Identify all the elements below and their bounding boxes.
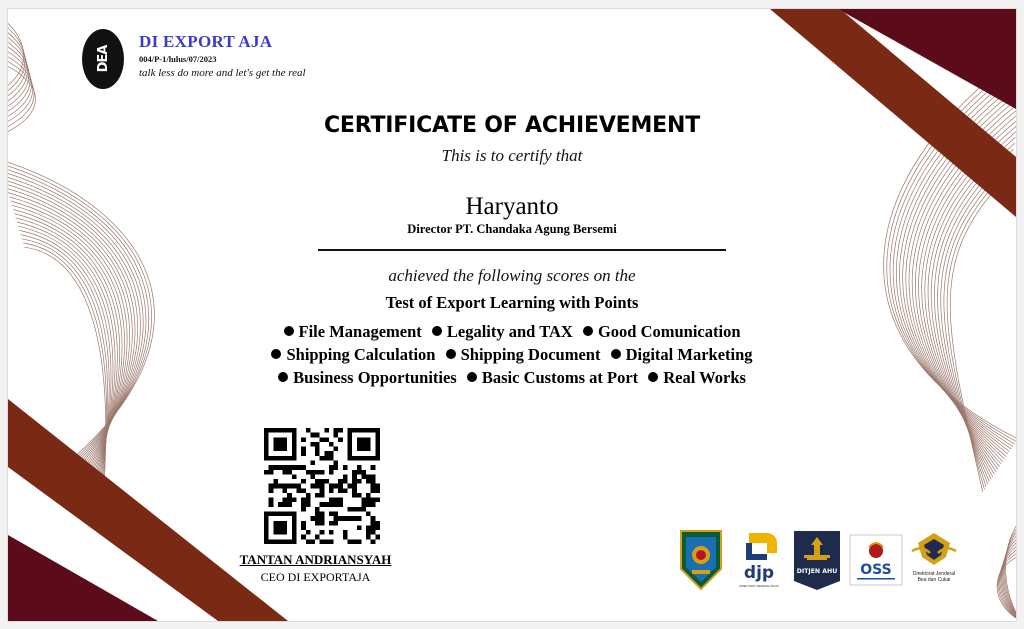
score-item <box>432 322 573 342</box>
score-row <box>8 345 1016 365</box>
bullet-icon <box>284 326 294 336</box>
bea-cukai-caption-2: Bea dan Cukai <box>917 577 951 583</box>
djp-caption: DIREKTORAT JENDERAL PAJAK <box>739 585 779 588</box>
certify-line: This is to certify that <box>441 146 583 165</box>
score-row <box>8 322 1016 342</box>
score-item <box>284 322 422 342</box>
certificate-page <box>8 9 1016 621</box>
score-label: Digital Marketing <box>625 345 753 364</box>
score-label: Real Works <box>663 368 746 387</box>
signer-name: TANTAN ANDRIANSYAH <box>239 552 392 567</box>
score-item <box>583 322 741 342</box>
ditjen-ahu-logo-icon <box>792 529 842 591</box>
score-item <box>648 368 746 388</box>
score-item <box>446 345 601 365</box>
score-label: File Management <box>298 322 422 341</box>
djp-logo-icon <box>735 529 783 591</box>
bullet-icon <box>278 372 288 382</box>
score-label: Business Opportunities <box>293 368 457 387</box>
bullet-icon <box>467 372 477 382</box>
bullet-icon <box>648 372 658 382</box>
bea-cukai-logo-icon <box>908 529 960 591</box>
document-number: 004/P-1/lulus/07/2023 <box>139 54 217 64</box>
score-item <box>467 368 638 388</box>
test-name: Test of Export Learning with Points <box>385 293 639 312</box>
name-underline-divider <box>318 249 726 251</box>
recipient-role: Director PT. Chandaka Agung Bersemi <box>407 222 617 236</box>
brand-tagline: talk less do more and let's get the real <box>139 67 306 79</box>
score-label: Shipping Calculation <box>286 345 436 364</box>
bullet-icon <box>271 349 281 359</box>
qr-code-icon <box>264 428 380 544</box>
dea-logo-icon <box>80 27 126 91</box>
score-item <box>611 345 753 365</box>
dea-logo-letters: DEA <box>96 45 111 73</box>
achieved-line: achieved the following scores on the <box>388 266 636 285</box>
score-item <box>278 368 457 388</box>
score-label: Shipping Document <box>460 345 601 364</box>
ahu-label: DITJEN AHU <box>796 568 838 575</box>
oss-label: OSS <box>860 562 892 578</box>
djp-label: djp <box>743 563 775 583</box>
bullet-icon <box>611 349 621 359</box>
certificate-title: CERTIFICATE OF ACHIEVEMENT <box>323 113 701 138</box>
score-label: Basic Customs at Port <box>481 368 639 387</box>
bullet-icon <box>583 326 593 336</box>
brand-name: DI EXPORT AJA <box>139 32 273 51</box>
bea-cukai-caption-1: Direktorat Jenderal <box>912 571 956 577</box>
signer-title: CEO DI EXPORTAJA <box>260 570 371 584</box>
recipient-name: Haryanto <box>465 193 559 220</box>
bullet-icon <box>446 349 456 359</box>
score-item <box>271 345 435 365</box>
oss-logo-icon <box>849 529 903 591</box>
score-label: Legality and TAX <box>446 322 573 341</box>
ministry-emblem-icon <box>676 529 726 591</box>
bullet-icon <box>432 326 442 336</box>
score-label: Good Comunication <box>597 322 741 341</box>
score-row <box>8 368 1016 388</box>
